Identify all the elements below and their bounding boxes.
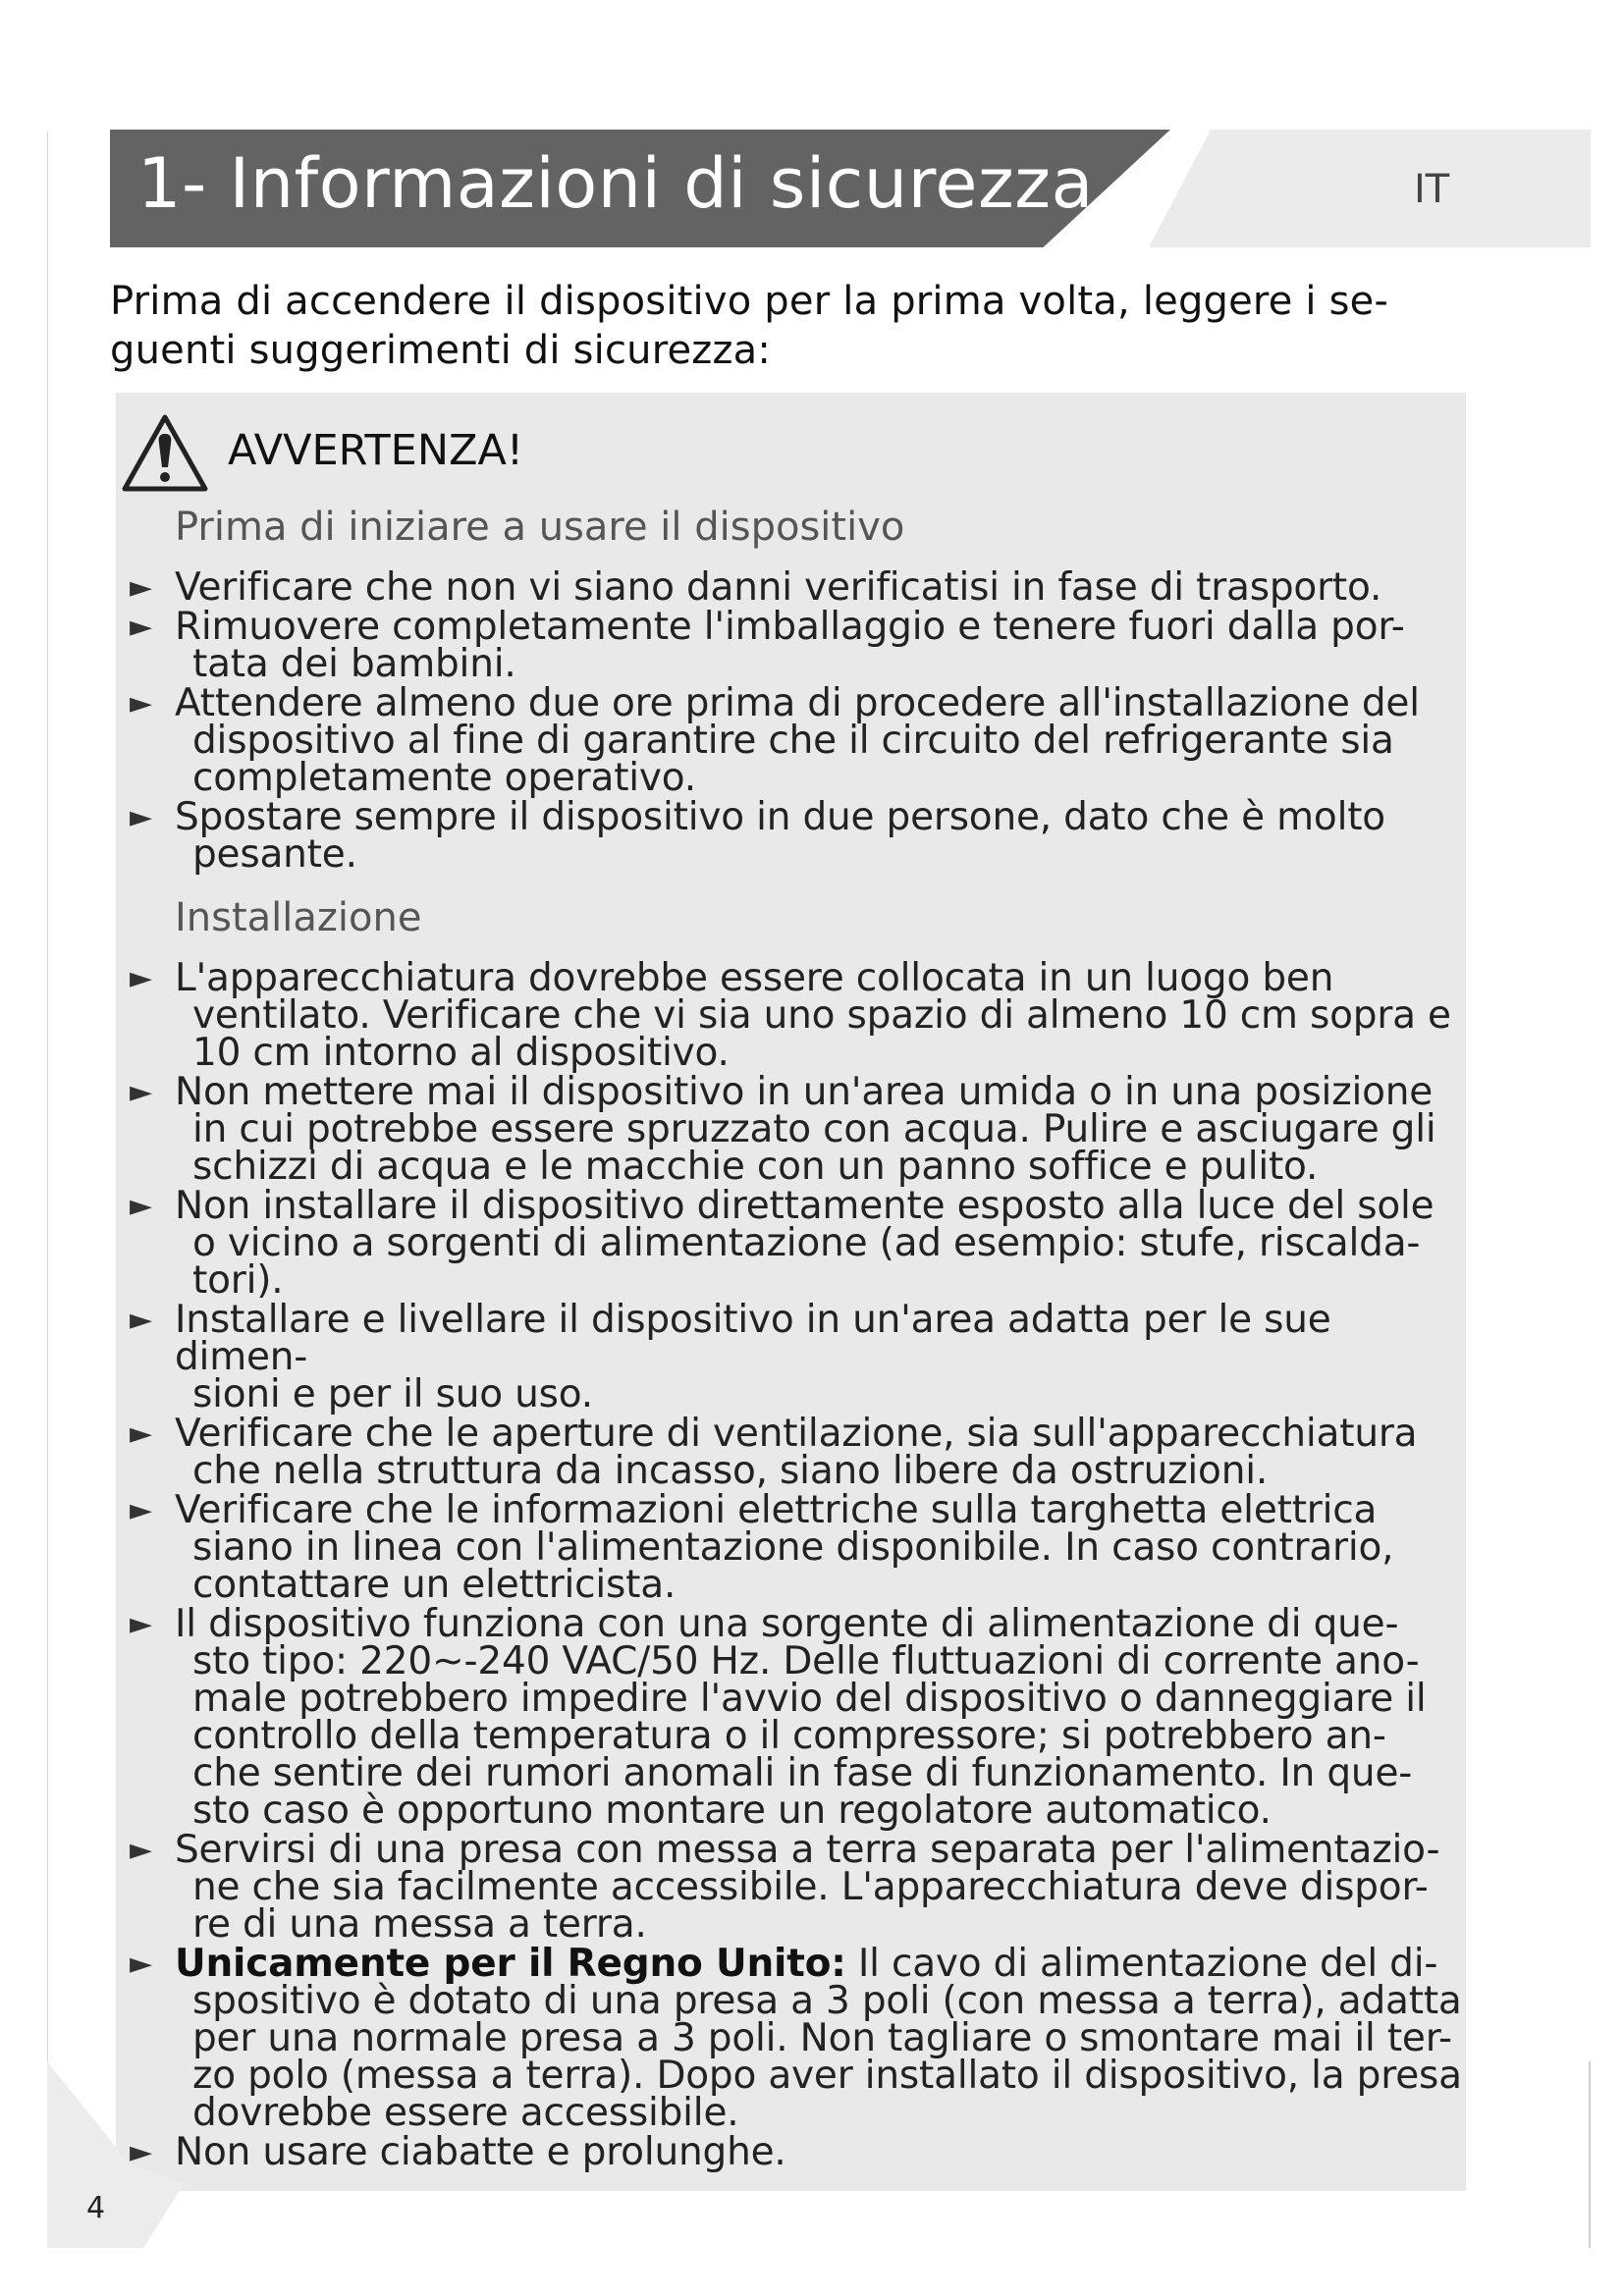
list-item-line: tata dei bambini. xyxy=(192,642,516,686)
list-item-line: sioni e per il suo uso. xyxy=(192,1372,593,1416)
list-item-line: pesante. xyxy=(192,832,357,877)
bullet-arrow-icon: ► xyxy=(130,2135,152,2169)
list-item-line: o vicino a sorgenti di alimentazione (ad esempio: stufe, riscalda- xyxy=(192,1221,1421,1265)
list-item xyxy=(128,1602,1473,1833)
list-item-text: Spostare sempre il dispositivo in due persone, dato che è molto xyxy=(175,795,1385,839)
list-item-text: Non usare ciabatte e prolunghe. xyxy=(175,2130,786,2174)
bullet-arrow-icon: ► xyxy=(130,1189,152,1223)
before-use-list xyxy=(128,565,1473,877)
list-item-line xyxy=(175,1602,1473,1646)
bullet-arrow-icon: ► xyxy=(130,1416,152,1451)
list-item-line xyxy=(175,681,1473,725)
list-item xyxy=(128,1298,1473,1416)
list-item-line: dovrebbe essere accessibile. xyxy=(192,2091,739,2135)
list-item xyxy=(128,1828,1473,1947)
list-item-text: Attendere almeno due ore prima di procedere all'installazione del xyxy=(175,681,1420,725)
warning-title: AVVERTENZA! xyxy=(228,426,524,475)
list-item-line xyxy=(175,1828,1473,1872)
list-item-line: completamente operativo. xyxy=(192,756,696,800)
list-item-text: Verificare che le aperture di ventilazione, sia sull'apparecchiatura xyxy=(175,1412,1418,1456)
bullet-arrow-icon: ► xyxy=(130,1833,152,1867)
list-item-line xyxy=(175,2130,1473,2174)
list-item-line: ventilato. Verificare che vi sia uno spazio di almeno 10 cm sopra e xyxy=(192,993,1451,1038)
bullet-arrow-icon: ► xyxy=(130,686,152,721)
bullet-arrow-icon: ► xyxy=(130,1947,152,1981)
list-item xyxy=(128,1070,1473,1189)
list-item-line: in cui potrebbe essere spruzzato con acqua. Pulire e asciugare gli xyxy=(192,1107,1436,1151)
list-item-line: re di una messa a terra. xyxy=(192,1902,647,1947)
list-item-line: spositivo è dotato di una presa a 3 poli (con messa a terra), adatta xyxy=(192,1979,1462,2023)
list-item-line: sto caso è opportuno montare un regolatore automatico. xyxy=(192,1789,1272,1833)
page-edge-right xyxy=(1589,2061,1591,2248)
language-label: IT xyxy=(1414,167,1450,212)
installation-list xyxy=(128,956,1473,2174)
list-item xyxy=(128,795,1473,877)
bullet-arrow-icon: ► xyxy=(130,1607,152,1641)
list-item-line xyxy=(175,1942,1473,1986)
list-item-line: dispositivo al fine di garantire che il circuito del refrigerante sia xyxy=(192,719,1394,763)
list-item-line: ne che sia facilmente accessibile. L'apparecchiatura deve dispor- xyxy=(192,1865,1429,1909)
list-item-text: L'apparecchiatura dovrebbe essere collocata in un luogo ben xyxy=(175,956,1334,1000)
list-item-text: Il cavo di alimentazione del di- xyxy=(845,1942,1438,1986)
section-heading-before-use: Prima di iniziare a usare il dispositivo xyxy=(175,505,905,550)
list-item-text: Non installare il dispositivo direttamente esposto alla luce del sole xyxy=(175,1184,1435,1228)
list-item-line xyxy=(175,1298,1473,1379)
list-item-line xyxy=(175,1412,1473,1456)
bullet-arrow-icon: ► xyxy=(130,961,152,995)
bullet-arrow-icon: ► xyxy=(130,1075,152,1109)
bullet-arrow-icon: ► xyxy=(130,1303,152,1337)
list-item-line: che nella struttura da incasso, siano libere da ostruzioni. xyxy=(192,1449,1269,1493)
warning-triangle-icon xyxy=(120,412,210,495)
list-item-line xyxy=(175,1184,1473,1228)
list-item-line: controllo della temperatura o il compressore; si potrebbero an- xyxy=(192,1714,1386,1758)
list-item-line: 10 cm intorno al dispositivo. xyxy=(192,1031,730,1075)
bullet-arrow-icon: ► xyxy=(130,1493,152,1527)
list-item-line: schizzi di acqua e le macchie con un panno soffice e pulito. xyxy=(192,1145,1319,1189)
list-item-line: per una normale presa a 3 poli. Non tagliare o smontare mai il ter- xyxy=(192,2016,1452,2060)
list-item xyxy=(128,2130,1473,2174)
list-item-line xyxy=(175,1488,1473,1532)
list-item xyxy=(128,1488,1473,1607)
list-item-line: siano in linea con l'alimentazione disponibile. In caso contrario, xyxy=(192,1525,1394,1570)
section-heading-installation: Installazione xyxy=(175,895,422,940)
list-item-line: che sentire dei rumori anomali in fase di funzionamento. In que- xyxy=(192,1751,1413,1795)
list-item-text: Verificare che le informazioni elettriche sulla targhetta elettrica xyxy=(175,1488,1378,1532)
list-item xyxy=(128,1184,1473,1303)
language-tab xyxy=(1149,130,1591,247)
list-item xyxy=(128,1412,1473,1493)
list-item-line: tori). xyxy=(192,1258,284,1303)
list-item-line xyxy=(175,565,1473,610)
list-item-line: zo polo (messa a terra). Dopo aver installato il dispositivo, la presa xyxy=(192,2054,1462,2098)
page-number: 4 xyxy=(86,2191,106,2225)
list-item xyxy=(128,605,1473,686)
page-edge-left xyxy=(47,132,48,2242)
bullet-arrow-icon: ► xyxy=(130,800,152,834)
list-item-line: sto tipo: 220~-240 VAC/50 Hz. Delle fluttuazioni di corrente ano- xyxy=(192,1639,1420,1683)
list-item-line: contattare un elettricista. xyxy=(192,1563,677,1607)
list-item-line xyxy=(175,956,1473,1000)
list-item-text: Non mettere mai il dispositivo in un'area umida o in una posizione xyxy=(175,1070,1434,1114)
list-item-text: Rimuovere completamente l'imballaggio e tenere fuori dalla por- xyxy=(175,605,1405,649)
intro-text xyxy=(110,277,1465,375)
page-title: 1- Informazioni di sicurezza xyxy=(137,143,1094,224)
list-item-line xyxy=(175,605,1473,649)
list-item-text: Servirsi di una presa con messa a terra separata per l'alimentazio- xyxy=(175,1828,1440,1872)
list-item-line xyxy=(175,795,1473,839)
list-item-text: Il dispositivo funziona con una sorgente di alimentazione di que- xyxy=(175,1602,1399,1646)
list-item-line xyxy=(175,1070,1473,1114)
intro-line-2: guenti suggerimenti di sicurezza: xyxy=(110,328,772,373)
bullet-arrow-icon: ► xyxy=(130,610,152,644)
list-item-line: male potrebbero impedire l'avvio del dispositivo o danneggiare il xyxy=(192,1677,1427,1721)
intro-line-1: Prima di accendere il dispositivo per la prima volta, leggere i se- xyxy=(110,279,1389,324)
list-item xyxy=(128,1942,1473,2135)
list-item-text: Verificare che non vi siano danni verificatisi in fase di trasporto. xyxy=(175,565,1382,610)
list-item-bold-label: Unicamente per il Regno Unito: xyxy=(175,1942,846,1986)
bullet-arrow-icon: ► xyxy=(130,570,152,605)
list-item-text: Installare e livellare il dispositivo in un'area adatta per le sue dimen- xyxy=(175,1298,1331,1379)
list-item xyxy=(128,681,1473,800)
list-item xyxy=(128,565,1473,610)
list-item xyxy=(128,956,1473,1075)
